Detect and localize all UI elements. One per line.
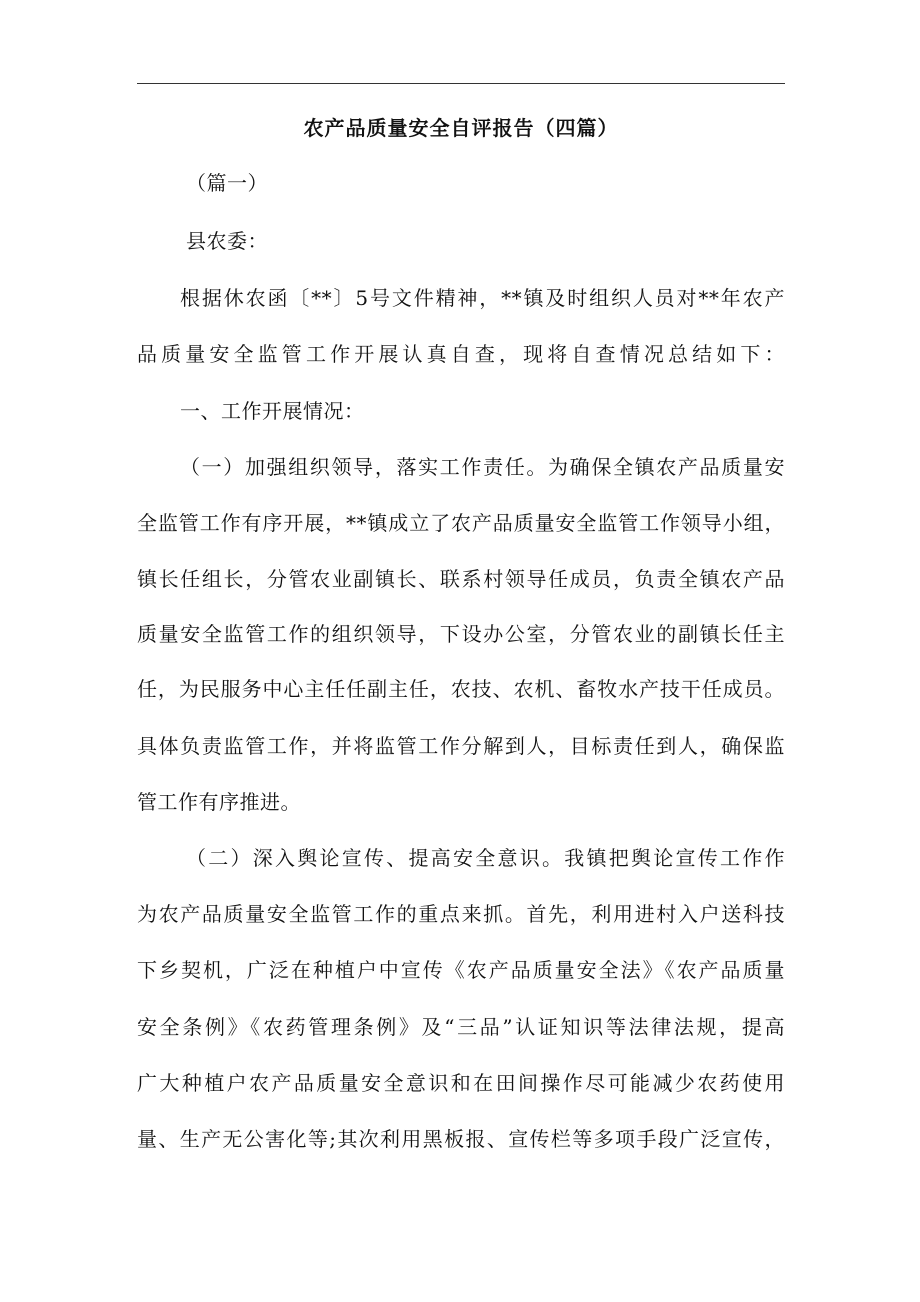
body-line-15: 广大种植户农产品质量安全意识和在田间操作尽可能减少农药使用: [137, 1071, 785, 1095]
body-line-13: 下乡契机，广泛在种植户中宣传《农产品质量安全法》《农产品质量: [137, 958, 785, 982]
body-line-4: （一）加强组织领导，落实工作责任。为确保全镇农产品质量安: [180, 455, 785, 479]
body-line-9: 具体负责监管工作，并将监管工作分解到人，目标责任到人，确保监: [137, 734, 785, 758]
body-line-11: （二）深入舆论宣传、提高安全意识。我镇把舆论宣传工作作: [186, 846, 785, 870]
body-line-7: 质量安全监管工作的组织领导，下设办公室，分管农业的副镇长任主: [137, 622, 785, 646]
document-title: 农产品质量安全自评报告（四篇）: [303, 116, 619, 140]
header-rule: [137, 83, 785, 84]
body-line-14: 安全条例》《农药管理条例》及“三品”认证知识等法律法规，提高: [137, 1015, 785, 1039]
section-label: （篇一）: [186, 171, 268, 195]
body-line-16: 量、生产无公害化等;其次利用黑板报、宣传栏等多项手段广泛宣传，: [137, 1127, 785, 1151]
section-heading: 一、工作开展情况：: [180, 399, 365, 423]
body-line-8: 任，为民服务中心主任任副主任，农技、农机、畜牧水产技干任成员。: [137, 677, 785, 701]
body-line-1: 根据休农函〔**〕5号文件精神，**镇及时组织人员对**年农产: [180, 286, 785, 310]
body-line-6: 镇长任组长，分管农业副镇长、联系村领导任成员，负责全镇农产品: [137, 567, 785, 591]
addressee: 县农委：: [186, 229, 268, 253]
body-line-2: 品质量安全监管工作开展认真自查，现将自查情况总结如下：: [137, 342, 785, 366]
body-line-12: 为农产品质量安全监管工作的重点来抓。首先，利用进村入户送科技: [137, 902, 785, 926]
body-line-5: 全监管工作有序开展，**镇成立了农产品质量安全监管工作领导小组，: [137, 511, 785, 535]
body-line-10: 管工作有序推进。: [137, 790, 301, 814]
